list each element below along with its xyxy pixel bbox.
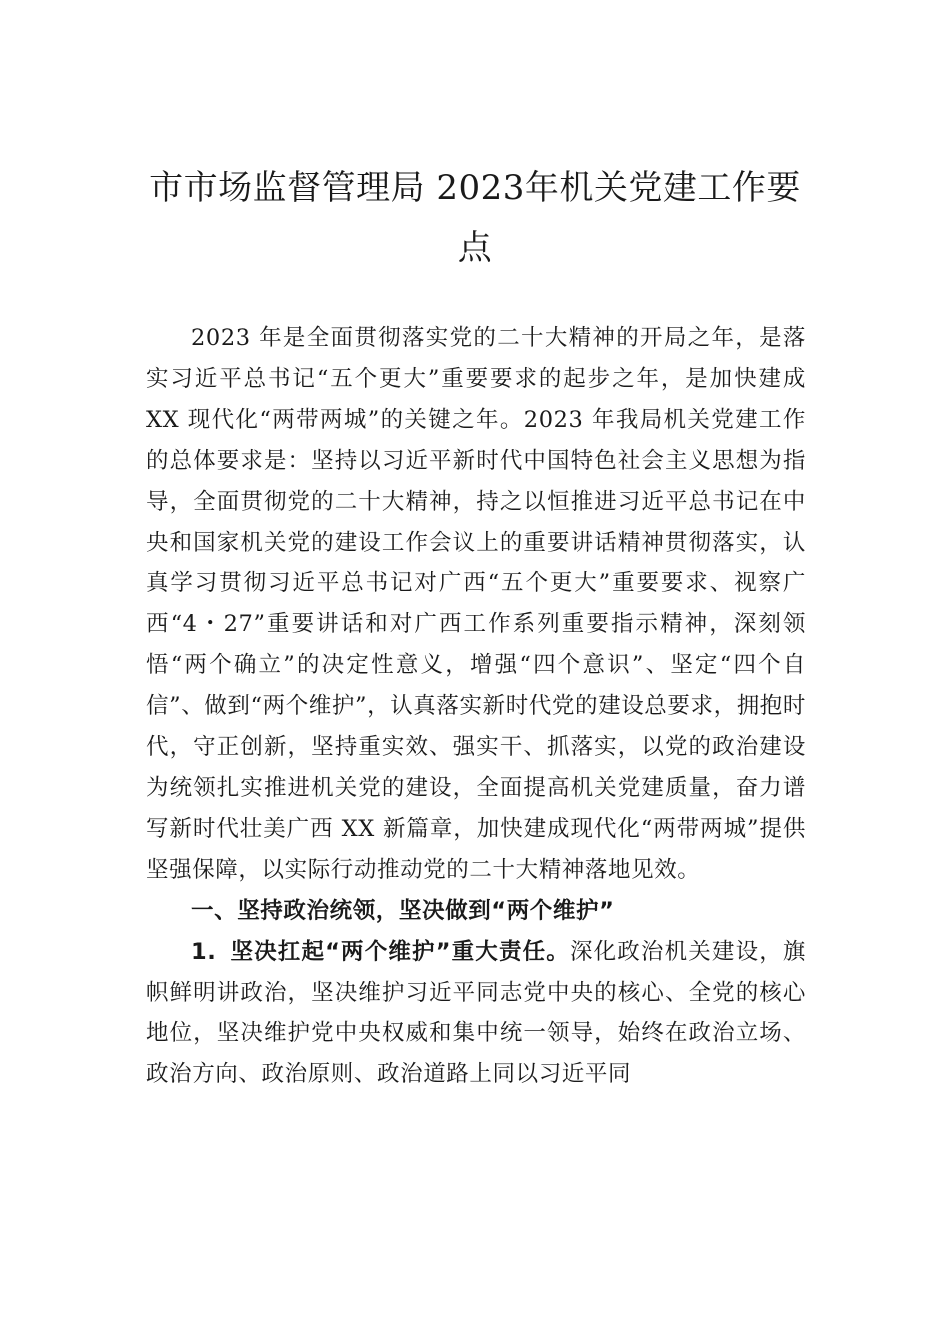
section-heading: 一、坚持政治统领，坚决做到“两个维护” [191,897,615,924]
item-bold-title: 坚决扛起“两个维护”重大责任。 [229,938,570,965]
intro-paragraph: 2023 年是全面贯彻落实党的二十大精神的开局之年，是落实习近平总书记“五个更大”重要要求的起步之年，是加快建成 XX 现代化“两带两城”的关键之年。2023 年我局机关党建工作的总体要求是：坚持以习近平新时代中国特色社会主义思想为指导，全面贯彻党的二十大精神，持之以恒推进习近平总书记在中央和国家机关党的建设工作会议上的重要讲话精神贯彻落实，认真学习贯彻习近平总书记对广西“五个更大”重要要求、视察广西“4・27”重要讲话和对广西工作系列重要指示精神，深刻领悟“两个确立”的决定性意义，增强“四个意识”、坚定“四个自信”、做到“两个维护”，认真落实新时代党的建设总要求，拥抱时代，守正创新，坚持重实效、强实干、抓落实，以党的政治建设为统领扎实推进机关党的建设，全面提高机关党建质量，奋力谱写新时代壮美广西 XX 新篇章，加快建成现代化“两带两城”提供坚强保障，以实际行动推动党的二十大精神落地见效。 [146,325,807,883]
document-title: 市市场监督管理局 2023年机关党建工作要点 [149,168,801,268]
item-text: 深化政治机关建设，旗帜鲜明讲政治，坚决维护习近平同志党中央的核心、全党的核心地位，坚决维护党中央权威和集中统一领导，始终在政治立场、政治方向、政治原则、政治道路上同以习近平同 [146,938,806,1088]
document-body [146,318,806,1095]
item-paragraph [146,932,806,1096]
item-number: 1. [191,938,217,965]
